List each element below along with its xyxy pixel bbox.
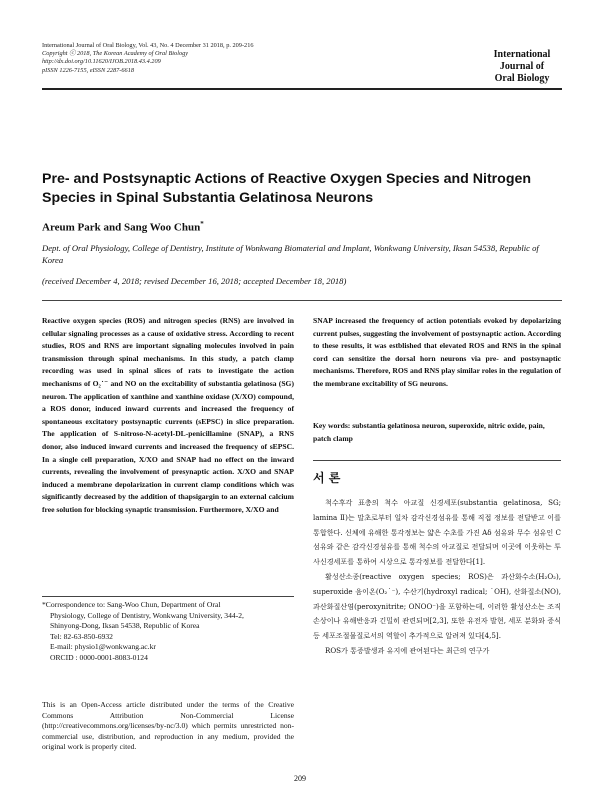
journal-name-box (487, 49, 557, 85)
abstract-left-column: Reactive oxygen species (ROS) and nitrogen species (RNS) are involved in cellular signaling processes as a cause of oxidative stress. According to recent studies, ROS and RNS are important signaling molecules involved in pain transmission through spinal mechanisms. In this study, a patch clamp recording was used in spinal slices of rats to investigate the action mechanisms of O₂˙⁻ and NO on the excitability of substantia gelatinosa (SG) neuron. The application of xanthine and xanthine oxidase (X/XO) compound, a ROS donor, induced inward currents and increased the frequency of spontaneous excitatory postsynaptic currents (sEPSC) in slice preparation. The application of S-nitroso-N-acetyl-DL-penicillamine (SNAP), a RNS donor, also induced inward currents and increased the frequency of sEPSC. In a single cell preparation, X/XO and SNAP had no effect on the inward currents, revealing the involvement of presynaptic action. X/XO and SNAP induced a membrane depolarization in current clamp conditions which was significantly decreased by the addition of thapsigargin to an external calcium free solution for blocking synaptic transmission. Furthermore, X/XO and (42, 316, 294, 514)
open-access-statement: This is an Open-Access article distributed under the terms of the Creative Commons Attribution Non-Commercial License (http://creativecommons.org/licenses/by-nc/3.0) which permits unrestricted non-commercial use, distribution, and reproduction in any medium, provided the original work is properly cited. (42, 700, 294, 752)
section-divider (313, 460, 561, 461)
page-number: 209 (294, 774, 306, 783)
corresponding-mark: * (200, 220, 204, 228)
correspondence-line: *Correspondence to: Sang-Woo Chun, Department of Oral (42, 600, 221, 609)
correspondence-line: Shinyong-Dong, Iksan 54538, Republic of Korea (50, 621, 200, 631)
author-affiliation: Dept. of Oral Physiology, College of Dentistry, Institute of Wonkwang Biomaterial and Implant, Wonkwang University, Iksan 54538, Republic of Korea (42, 243, 539, 265)
correspondence-phone: Tel: 82-63-850-6932 (50, 631, 113, 641)
keywords: Key words: substantia gelatinosa neuron, superoxide, nitric oxide, pain, patch clamp (313, 421, 545, 443)
citation-line: International Journal of Oral Biology, Vol. 43, No. 4 December 31 2018, p. 209-216 (42, 42, 254, 49)
correspondence-footnote (42, 600, 294, 664)
journal-name-line: International (493, 49, 551, 60)
header-divider (42, 88, 562, 90)
correspondence-orcid[interactable]: ORCID : 0000-0001-8083-0124 (50, 652, 148, 662)
body-paragraph: 활성산소종(reactive oxygen species; ROS)은 과산화수소(H₂O₂), superoxide 음이온(O₂˙⁻), 수산기(hydroxyl radical; ˙OH), 산화질소(NO), 과산화질산염(peroxynitrite; ONOO⁻)을 포함하는데, 이러한 활성산소는 조직손상이나 유해반응과 긴밀히 관련되며[2,3], 또한 유전자 발현, 세포 분화와 증식 등 세포조절물질로서의 역할이 추가적으로 알려져 있다[4,5]. (313, 571, 561, 641)
section-title-introduction: 서 론 (313, 471, 341, 485)
article-title: Pre- and Postsynaptic Actions of Reactive Oxygen Species and Nitrogen Species in Spinal Substantia Gelatinosa Neurons (42, 171, 532, 206)
doi-link[interactable]: http://dx.doi.org/10.11620/IJOB.2018.43.4.209 (42, 58, 161, 66)
body-paragraph: 척수후각 표층의 척수 아교질 신경세포(substantia gelatinosa, SG; lamina Ⅱ)는 말초로부터 일차 감각신경섬유를 통해 직접 정보를 전달받고 이를 통합한다. 신체에 유해한 통각정보는 얇은 수초를 가진 Aδ 섬유와 무수 섬유인 C 섬유와 같은 감각신경섬유를 통해 척수의 아교질로 전달되며 이곳에 이웃하는 투사신경세포를 통하여 시상으로 통각정보를 전달한다[1]. (313, 498, 561, 567)
article-authors (42, 220, 204, 234)
received-dates: (received December 4, 2018; revised December 16, 2018; accepted December 18, 2018) (42, 276, 347, 286)
copyright-line: Copyright ⓒ 2018, The Korean Academy of Oral Biology (42, 50, 189, 58)
correspondence-line: Physiology, College of Dentistry, Wonkwang University, 344-2, (50, 610, 244, 620)
journal-name-line: Journal of (499, 61, 545, 72)
introduction-body (313, 496, 561, 659)
abstract-divider (42, 300, 562, 301)
abstract-right-column: SNAP increased the frequency of action potentials evoked by depolarizing current pulses, suggesting the involvement of postsynaptic action. According to these results, it was estblished that elevated ROS and RNS in the spinal cord can sensitize the dorsal horn neurons via pre- and postsynaptic mechanisms. Therefore, ROS and RNS play similar roles in the regulation of the membrane excitability of SG neurons. (313, 316, 561, 388)
journal-name-line: Oral Biology (494, 73, 550, 84)
footnote-divider (42, 596, 294, 597)
issn-line: pISSN 1226-7155, eISSN 2287-6618 (42, 66, 134, 74)
authors-text: Areum Park and Sang Woo Chun (42, 221, 201, 234)
correspondence-email[interactable]: E-mail: physio1@wonkwang.ac.kr (50, 642, 156, 652)
journal-header (42, 42, 422, 75)
body-paragraph: ROS가 통증발생과 유지에 관여된다는 최근의 연구가 (325, 645, 490, 655)
